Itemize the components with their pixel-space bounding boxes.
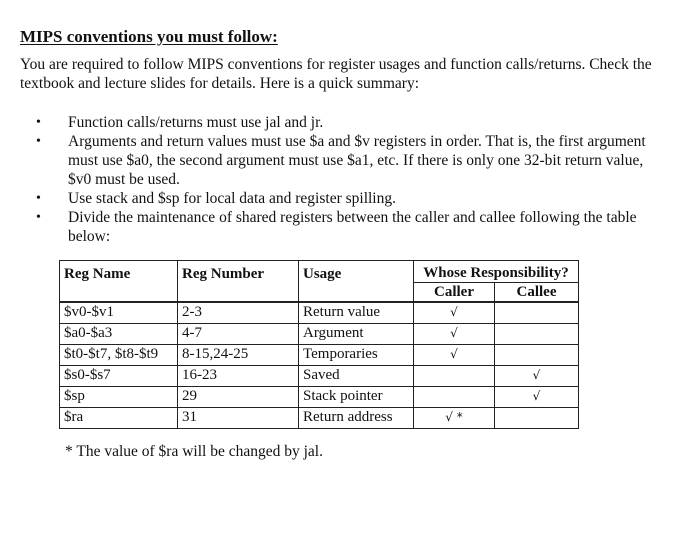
bullet-icon: • [36,134,41,149]
caller-check-cell: √ [414,302,495,324]
table-row [60,387,579,408]
caller-check-cell: √ [414,324,495,345]
footnote: * The value of $ra will be changed by jal. [65,443,323,460]
list-item-text: Divide the maintenance of shared registers between the caller and callee following the table below: [68,209,637,245]
caller-check-cell: √ * [414,408,495,429]
callee-check-cell [495,408,579,429]
list-item [34,208,664,246]
table-row [60,408,579,429]
bullet-icon: • [36,191,41,206]
usage-cell: Saved [299,366,414,387]
usage-cell: Return value [299,302,414,324]
col-header-reg-name: Reg Name [60,261,178,303]
reg-name-cell: $v0-$v1 [60,302,178,324]
table-row [60,366,579,387]
reg-number-cell: 31 [178,408,299,429]
table-row [60,324,579,345]
list-item-text: Use stack and $sp for local data and register spilling. [68,190,396,207]
bullet-icon: • [36,210,41,225]
caller-check-cell [414,387,495,408]
usage-cell: Return address [299,408,414,429]
usage-cell: Temporaries [299,345,414,366]
callee-check-cell: √ [495,366,579,387]
caller-check-cell [414,366,495,387]
callee-check-cell [495,324,579,345]
col-header-callee: Callee [495,283,579,303]
register-table [59,260,579,429]
reg-number-cell: 16-23 [178,366,299,387]
list-item [34,132,664,189]
summary-list [34,113,664,246]
list-item [34,113,664,132]
reg-number-cell: 4-7 [178,324,299,345]
usage-cell: Argument [299,324,414,345]
table-row [60,345,579,366]
reg-name-cell: $sp [60,387,178,408]
reg-number-cell: 8-15,24-25 [178,345,299,366]
page-title: MIPS conventions you must follow: [20,27,278,46]
intro-text: You are required to follow MIPS conventions for register usages and function calls/returns. Check the textbook and lecture slides for details. Here is a quick summary: [20,56,652,92]
reg-name-cell: $t0-$t7, $t8-$t9 [60,345,178,366]
col-header-usage: Usage [299,261,414,303]
reg-number-cell: 2-3 [178,302,299,324]
callee-check-cell [495,345,579,366]
callee-check-cell: √ [495,387,579,408]
intro-paragraph [20,55,670,93]
reg-name-cell: $a0-$a3 [60,324,178,345]
caller-check-cell: √ [414,345,495,366]
bullet-icon: • [36,115,41,130]
list-item-text: Arguments and return values must use $a and $v registers in order. That is, the first argument must use $a0, the second argument must use $a1, etc. If there is only one 32-bit return value, $v0 must be used. [68,133,646,188]
callee-check-cell [495,302,579,324]
table-row [60,302,579,324]
reg-number-cell: 29 [178,387,299,408]
list-item-text: Function calls/returns must use jal and jr. [68,114,324,131]
usage-cell: Stack pointer [299,387,414,408]
reg-name-cell: $s0-$s7 [60,366,178,387]
col-header-responsibility: Whose Responsibility? [414,261,579,283]
col-header-caller: Caller [414,283,495,303]
col-header-reg-number: Reg Number [178,261,299,303]
list-item [34,189,664,208]
reg-name-cell: $ra [60,408,178,429]
